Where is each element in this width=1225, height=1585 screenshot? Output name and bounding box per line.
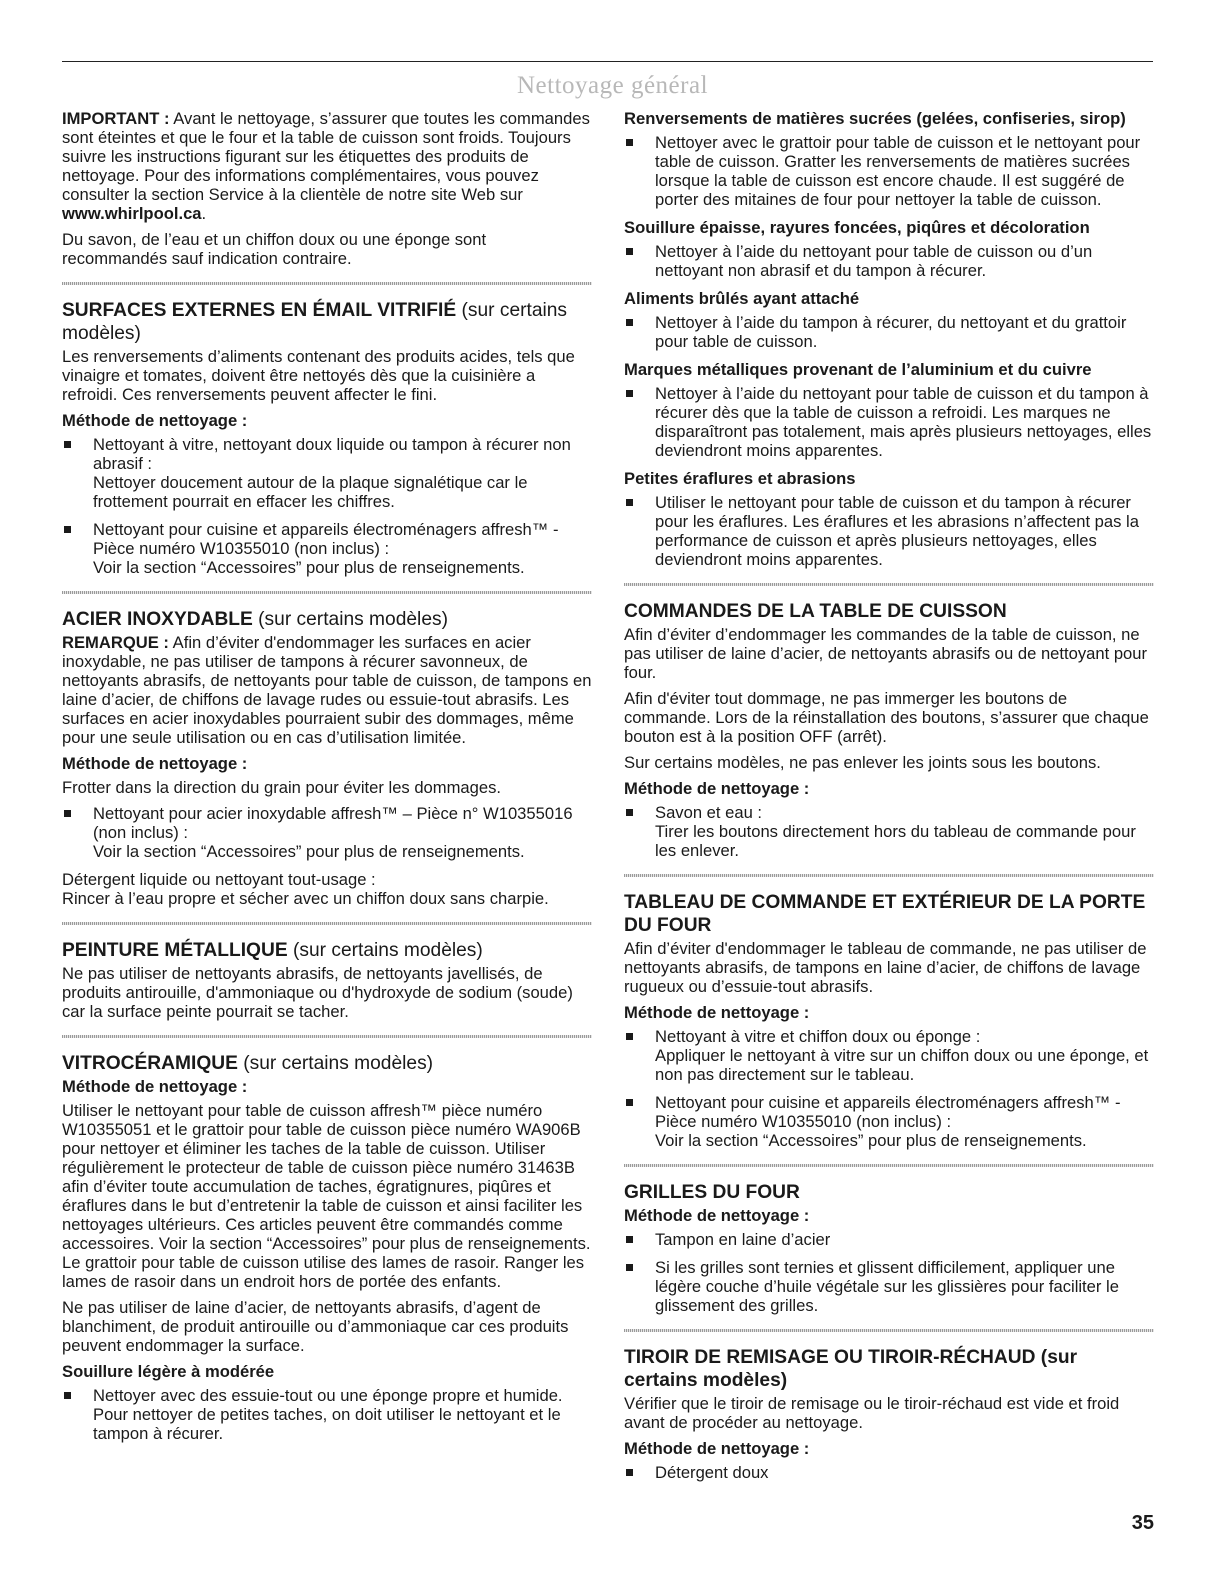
section-divider xyxy=(62,1035,592,1038)
list-item: Nettoyer à l’aide du tampon à récurer, du nettoyant et du grattoir pour table de cuisson. xyxy=(624,313,1154,351)
grilles-list xyxy=(624,1230,1154,1315)
bullet-square-icon xyxy=(626,1236,633,1243)
right-column xyxy=(624,109,1154,1491)
list-item: Nettoyer avec le grattoir pour table de cuisson et le nettoyant pour table de cuisson. Gratter les renversements de matières sucrées lorsque la table de cuisson est encore chaude. Il est suggéré de porter des mitaines de four pour nettoyer la table de cuisson. xyxy=(624,133,1154,209)
inox-detergent: Détergent liquide ou nettoyant tout-usage : Rincer à l’eau propre et sécher avec un chiffon doux sans charpie. xyxy=(62,870,549,908)
vitro-text-1: Utiliser le nettoyant pour table de cuisson affresh™ pièce numéro W10355051 et le grattoir pour table de cuisson pièce numéro WA906B pour nettoyer et éliminer les taches de la table de cuisson. Utiliser régulièrement le protecteur de table de cuisson pièce numéro 31463B afin d’éviter toute accumulation de taches, égratignures, piqûres et éraflures dans le but d’entretenir la table de cuisson et ainsi faciliter les nettoyages ultérieurs. Ces articles peuvent être commandés comme accessoires. Voir la section “Accessoires” pour plus de renseignements. Le grattoir pour table de cuisson utilise des lames de rasoir. Ranger les lames de rasoir dans un endroit hors de portée des enfants. xyxy=(62,1101,591,1291)
section-divider xyxy=(624,583,1154,586)
section-heading-tiroir: TIROIR DE REMISAGE OU TIROIR-RÉCHAUD (sur certains modèles) xyxy=(624,1347,1078,1391)
section-heading-tableau: TABLEAU DE COMMANDE ET EXTÉRIEUR DE LA PORTE DU FOUR xyxy=(624,892,1146,936)
method-label: Méthode de nettoyage : xyxy=(624,1439,810,1458)
list-item: Nettoyer avec des essuie-tout ou une éponge propre et humide. Pour nettoyer de petites taches, on doit utiliser le nettoyant et le tampon à récurer. xyxy=(62,1386,592,1443)
section-divider xyxy=(624,1164,1154,1167)
page-number: 35 xyxy=(1131,1512,1154,1534)
section-heading-vitro: VITROCÉRAMIQUE (sur certains modèles) xyxy=(62,1053,434,1074)
list-item: Tampon en laine d’acier xyxy=(624,1230,1154,1249)
important-text: Avant le nettoyage, s’assurer que toutes les commandes sont éteintes et que le four et la table de cuisson sont froids. Toujours suivre les instructions figurant sur les étiquettes des produits de nettoyage. Pour des informations complémentaires, vous pouvez consulter la section Service à la clientèle de notre site Web sur xyxy=(62,109,590,204)
bullet-square-icon xyxy=(64,526,71,533)
section-heading-inox: ACIER INOXYDABLE (sur certains modèles) xyxy=(62,609,448,630)
bullet-square-icon xyxy=(626,1264,633,1271)
tiroir-list xyxy=(624,1463,1154,1482)
commandes-text-1: Afin d’éviter d’endommager les commandes de la table de cuisson, ne pas utiliser de laine d’acier, de nettoyants abrasifs ou de nettoyant pour four. xyxy=(624,625,1148,682)
method-label: Méthode de nettoyage : xyxy=(624,1206,810,1225)
section-divider xyxy=(62,282,592,285)
light-soil-label: Souillure légère à modérée xyxy=(62,1362,275,1381)
section-divider xyxy=(62,922,592,925)
heavy-soil-label: Souillure épaisse, rayures foncées, piqûres et décoloration xyxy=(624,218,1090,237)
email-text: Les renversements d’aliments contenant des produits acides, tels que vinaigre et tomates, doivent être nettoyés dès que la cuisinière a refroidi. Ces renversements peuvent affecter le fini. xyxy=(62,347,575,404)
left-column xyxy=(62,109,592,1452)
tiroir-text: Vérifier que le tiroir de remisage ou le tiroir-réchaud est vide et froid avant de procéder au nettoyage. xyxy=(624,1394,1120,1432)
bullet-square-icon xyxy=(64,441,71,448)
inox-remark: REMARQUE : Afin d’éviter d'endommager les surfaces en acier inoxydable, ne pas utiliser de tampons à récurer savonneux, de nettoyants abrasifs, de nettoyants pour table de cuisson, de tampons en laine d’acier, de chiffons de lavage rudes ou essuie-tout abrasifs. Les surfaces en acier inoxydables pourraient subir des dommages, même pour une seule utilisation ou en cas d’utilisation limitée. xyxy=(62,633,592,747)
vitro-light-list xyxy=(62,1386,592,1443)
section-heading-peinture: PEINTURE MÉTALLIQUE (sur certains modèles) xyxy=(62,940,483,961)
section-divider xyxy=(62,591,592,594)
bullet-square-icon xyxy=(626,499,633,506)
tableau-list xyxy=(624,1027,1154,1150)
bullet-square-icon xyxy=(64,1392,71,1399)
list-item: Nettoyer à l’aide du nettoyant pour table de cuisson et du tampon à récurer dès que la table de cuisson a refroidi. Les marques ne disparaîtront pas totalement, mais après plusieurs nettoyages, elles deviendront moins apparentes. xyxy=(624,384,1154,460)
scratch-label: Petites éraflures et abrasions xyxy=(624,469,856,488)
bullet-square-icon xyxy=(626,809,633,816)
top-rule xyxy=(62,61,1153,62)
scratch-list xyxy=(624,493,1154,569)
tableau-text: Afin d’éviter d'endommager le tableau de commande, ne pas utiliser de nettoyants abrasifs, de tampons en laine d’acier, de chiffons de lavage rugueux ou d’essuie-tout abrasifs. xyxy=(624,939,1147,996)
method-label: Méthode de nettoyage : xyxy=(62,754,248,773)
bullet-square-icon xyxy=(626,319,633,326)
bullet-square-icon xyxy=(626,1099,633,1106)
commandes-text-3: Sur certains modèles, ne pas enlever les joints sous les boutons. xyxy=(624,753,1101,772)
important-label: IMPORTANT : xyxy=(62,109,170,128)
bullet-square-icon xyxy=(626,139,633,146)
section-heading-commandes: COMMANDES DE LA TABLE DE CUISSON xyxy=(624,601,1007,622)
list-item: Utiliser le nettoyant pour table de cuisson et du tampon à récurer pour les éraflures. Les éraflures et les abrasions n’affectent pas la performance de cuisson et après plusieurs nettoyages, elles deviendront moins apparentes. xyxy=(624,493,1154,569)
list-item: Nettoyant à vitre, nettoyant doux liquide ou tampon à récurer non abrasif : Nettoyer doucement autour de la plaque signalétique car le frottement pourrait en effacer les chiffres. xyxy=(62,435,592,511)
section-divider xyxy=(624,874,1154,877)
method-label: Méthode de nettoyage : xyxy=(62,411,248,430)
bullet-square-icon xyxy=(626,248,633,255)
section-divider xyxy=(624,1329,1154,1332)
email-bullet-list xyxy=(62,435,592,577)
page-title: Nettoyage général xyxy=(516,72,709,99)
method-label: Méthode de nettoyage : xyxy=(624,1003,810,1022)
bullet-square-icon xyxy=(64,810,71,817)
bullet-square-icon xyxy=(626,390,633,397)
list-item: Nettoyant pour cuisine et appareils électroménagers affresh™ - Pièce numéro W10355010 (non inclus) : Voir la section “Accessoires” pour plus de renseignements. xyxy=(62,520,592,577)
bullet-square-icon xyxy=(626,1469,633,1476)
inox-bullet-list xyxy=(62,804,592,861)
method-label: Méthode de nettoyage : xyxy=(624,779,810,798)
inox-method-text: Frotter dans la direction du grain pour éviter les dommages. xyxy=(62,778,502,797)
list-item: Si les grilles sont ternies et glissent difficilement, appliquer une légère couche d’huile végétale sur les glissières pour faciliter le glissement des grilles. xyxy=(624,1258,1154,1315)
section-heading-grilles: GRILLES DU FOUR xyxy=(624,1182,800,1203)
important-paragraph: IMPORTANT : Avant le nettoyage, s’assurer que toutes les commandes sont éteintes et que le four et la table de cuisson sont froids. Toujours suivre les instructions figurant sur les étiquettes des produits de nettoyage. Pour des informations complémentaires, vous pouvez consulter la section Service à la clientèle de notre site Web sur www.whirlpool.ca. xyxy=(62,109,590,223)
bullet-square-icon xyxy=(626,1033,633,1040)
list-item: Savon et eau : Tirer les boutons directement hors du tableau de commande pour les enlever. xyxy=(624,803,1154,860)
peinture-text: Ne pas utiliser de nettoyants abrasifs, de nettoyants javellisés, de produits antirouille, d'ammoniaque ou d'hydroxyde de sodium (soude) car la surface peinte pourrait se tacher. xyxy=(62,964,573,1021)
list-item: Nettoyant pour cuisine et appareils électroménagers affresh™ - Pièce numéro W10355010 (non inclus) : Voir la section “Accessoires” pour plus de renseignements. xyxy=(624,1093,1154,1150)
commandes-list xyxy=(624,803,1154,860)
method-label: Méthode de nettoyage : xyxy=(62,1077,248,1096)
sugar-list xyxy=(624,133,1154,209)
sugar-label: Renversements de matières sucrées (gelées, confiseries, sirop) xyxy=(624,109,1126,128)
commandes-text-2: Afin d'éviter tout dommage, ne pas immerger les boutons de commande. Lors de la réinstallation des boutons, s’assurer que chaque bouton est à la position OFF (arrêt). xyxy=(624,689,1149,746)
list-item: Nettoyer à l’aide du nettoyant pour table de cuisson ou d’un nettoyant non abrasif et du tampon à récurer. xyxy=(624,242,1154,280)
metal-marks-label: Marques métalliques provenant de l’aluminium et du cuivre xyxy=(624,360,1092,379)
website-link[interactable]: www.whirlpool.ca xyxy=(62,204,202,223)
vitro-text-2: Ne pas utiliser de laine d’acier, de nettoyants abrasifs, d’agent de blanchiment, de produit antirouille ou d’ammoniaque car ces produits peuvent endommager la surface. xyxy=(62,1298,569,1355)
burnt-list xyxy=(624,313,1154,351)
soap-paragraph: Du savon, de l’eau et un chiffon doux ou une éponge sont recommandés sauf indication contraire. xyxy=(62,230,487,268)
burnt-label: Aliments brûlés ayant attaché xyxy=(624,289,860,308)
list-item: Nettoyant pour acier inoxydable affresh™ – Pièce n° W10355016 (non inclus) : Voir la section “Accessoires” pour plus de renseignements. xyxy=(62,804,592,861)
list-item: Détergent doux xyxy=(624,1463,1154,1482)
list-item: Nettoyant à vitre et chiffon doux ou éponge : Appliquer le nettoyant à vitre sur un chiffon doux ou une éponge, et non pas directement sur le tableau. xyxy=(624,1027,1154,1084)
heavy-list xyxy=(624,242,1154,280)
metal-list xyxy=(624,384,1154,460)
section-heading-email: SURFACES EXTERNES EN ÉMAIL VITRIFIÉ (sur certains modèles) xyxy=(62,300,568,344)
